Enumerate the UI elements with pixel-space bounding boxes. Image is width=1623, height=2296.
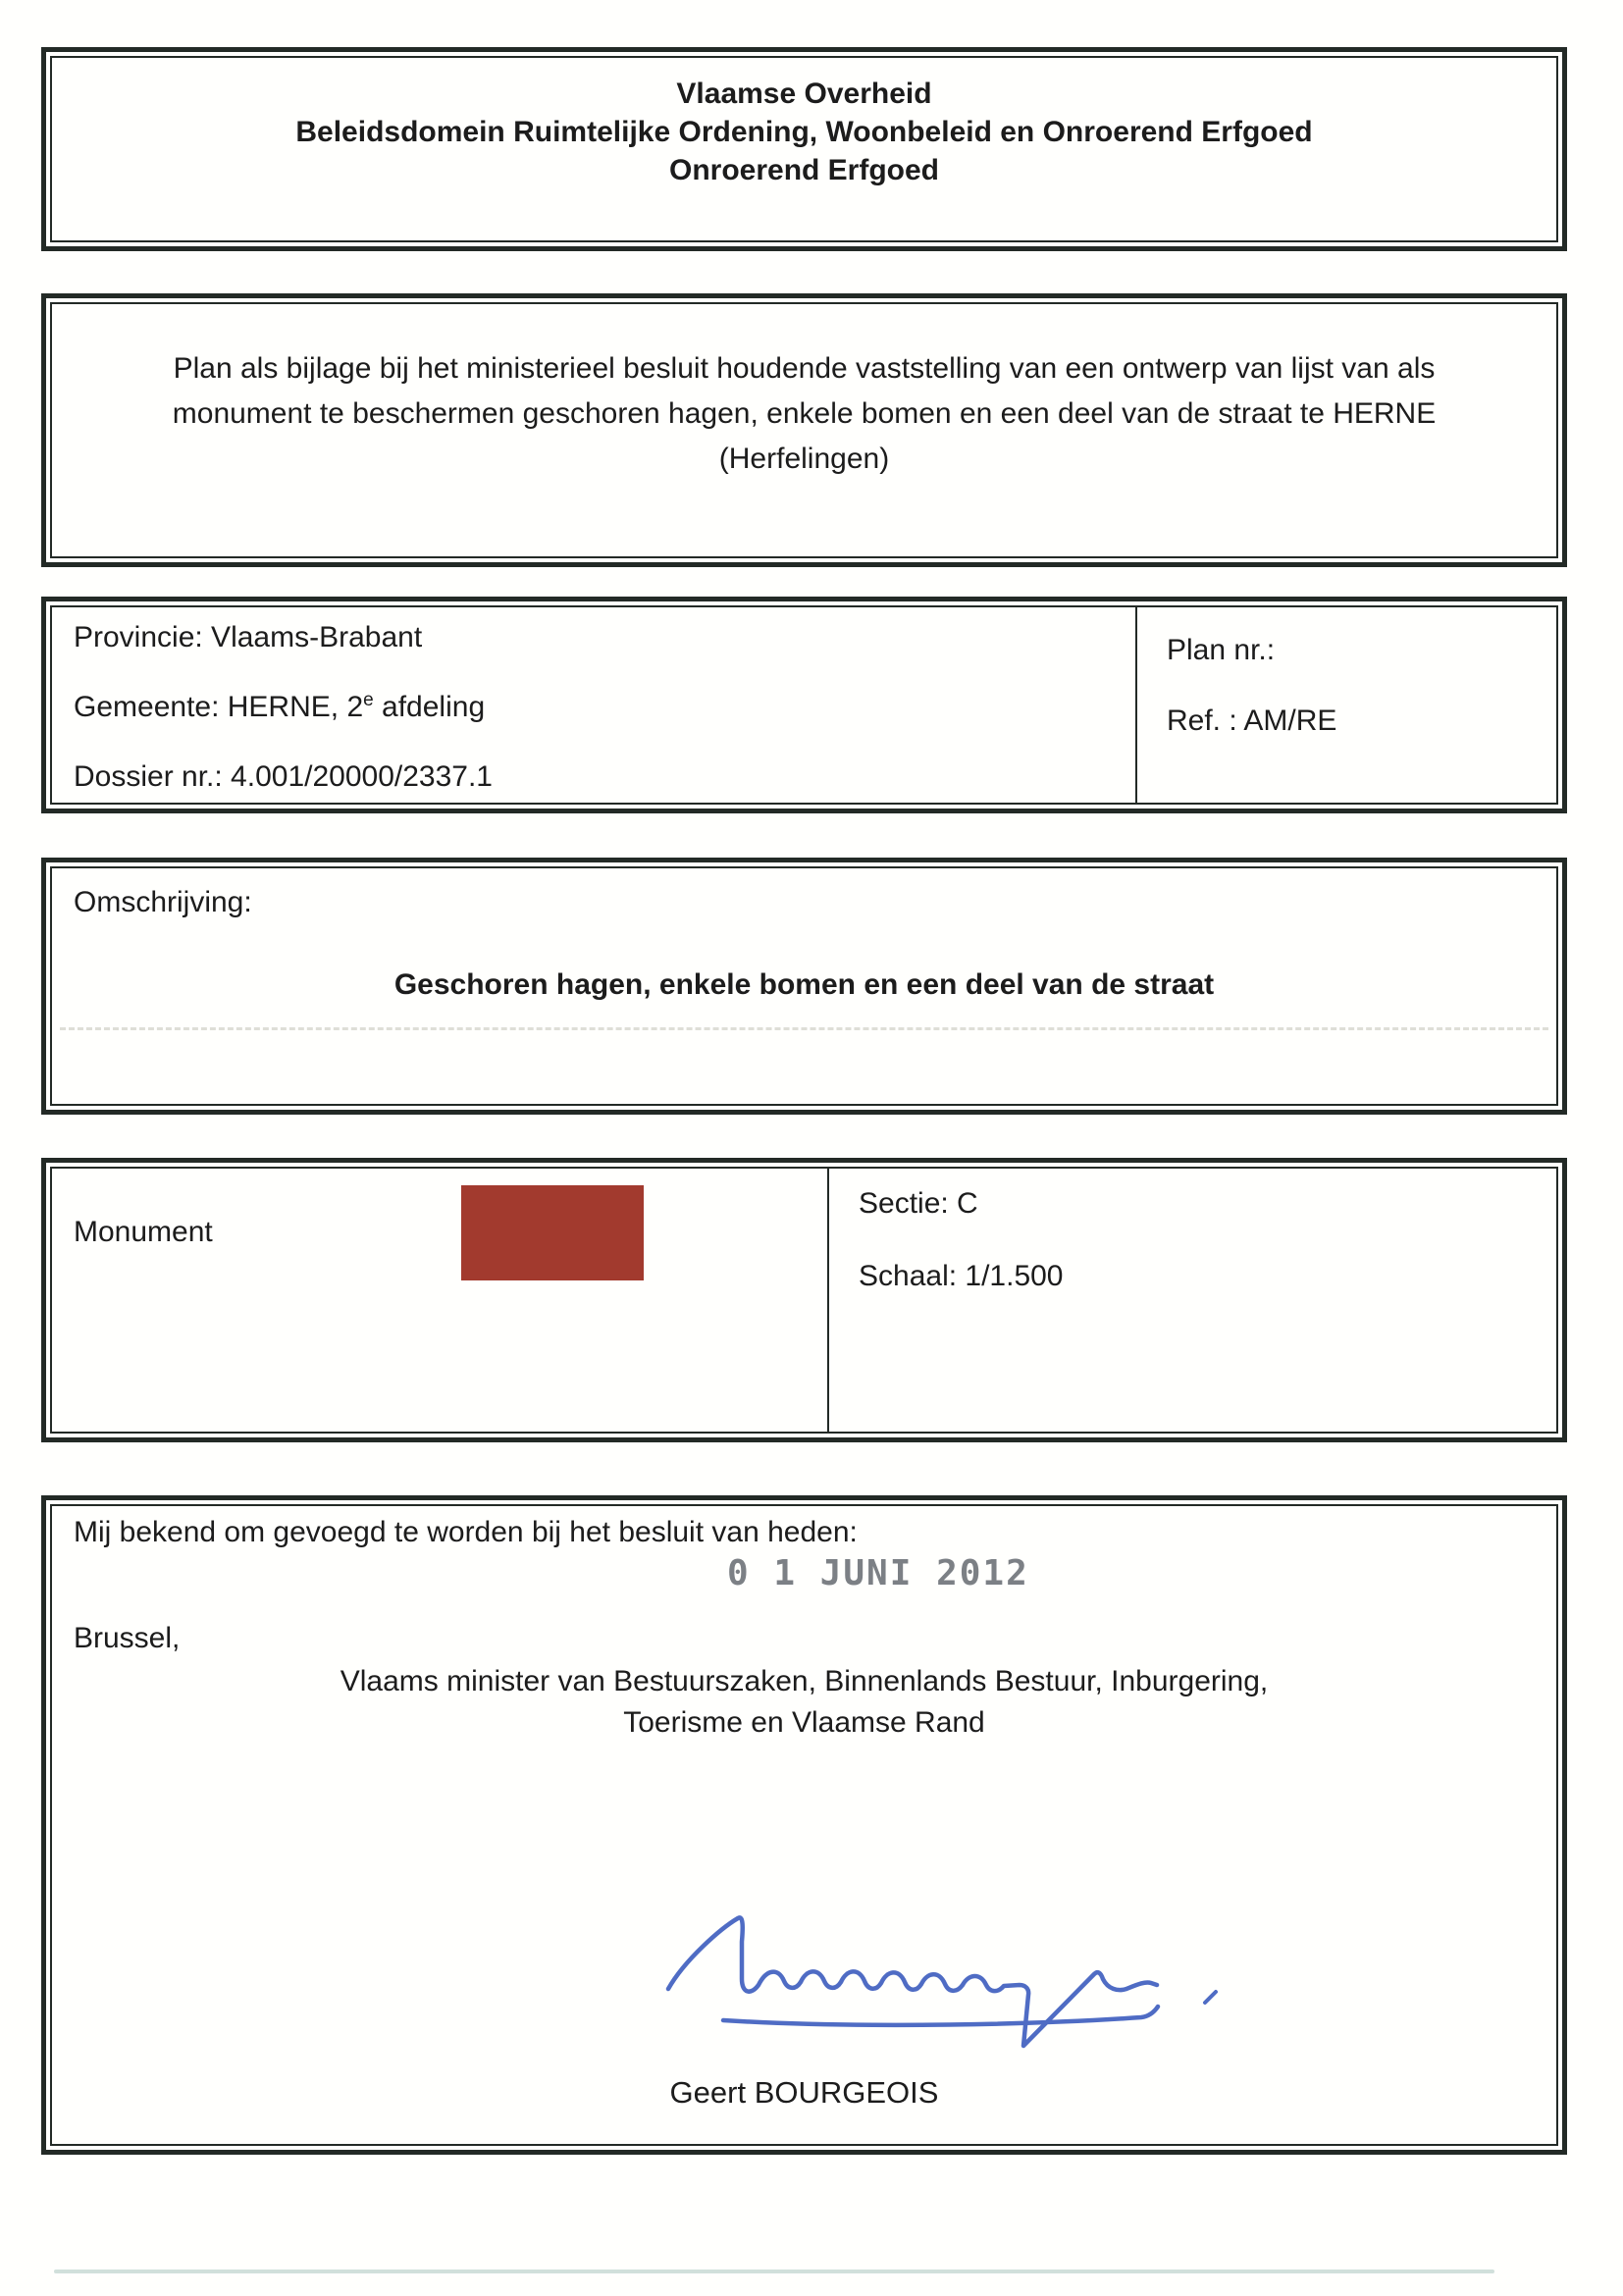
plan-note-line: monument te beschermen geschoren hagen, enkele bomen en een deel van de straat te HERNE bbox=[172, 397, 1437, 430]
plan-note-inner-border bbox=[50, 302, 1558, 558]
sectie-line: Sectie: C bbox=[859, 1187, 978, 1220]
header-box-inner-border bbox=[50, 56, 1558, 242]
bottom-scan-line bbox=[54, 2270, 1494, 2273]
plan-note-line: Plan als bijlage bij het ministerieel besluit houdende vaststelling van een ontwerp van lijst van als bbox=[173, 352, 1436, 385]
plan-note-text bbox=[52, 304, 1556, 482]
plan-note-line: (Herfelingen) bbox=[718, 443, 890, 475]
signoff-inner-border bbox=[50, 1504, 1558, 2146]
minister-title-line: Vlaams minister van Bestuurszaken, Binnenlands Bestuur, Inburgering, bbox=[340, 1665, 1269, 1697]
details-box bbox=[41, 597, 1567, 813]
header-department: Onroerend Erfgoed bbox=[668, 154, 940, 186]
signature-underline bbox=[723, 2007, 1158, 2025]
dossier-line: Dossier nr.: 4.001/20000/2337.1 bbox=[74, 760, 493, 793]
header-subtitle: Beleidsdomein Ruimtelijke Ordening, Woonbeleid en Onroerend Erfgoed bbox=[295, 116, 1313, 148]
details-left-cell bbox=[52, 607, 1135, 803]
details-right-cell bbox=[1135, 607, 1556, 803]
omschrijving-value: Geschoren hagen, enkele bomen en een deel van de straat bbox=[393, 968, 1215, 1001]
signature bbox=[631, 1899, 1279, 2070]
signature-tick-mark bbox=[1205, 1992, 1216, 2003]
header-title: Vlaamse Overheid bbox=[676, 78, 932, 110]
monument-color-swatch bbox=[461, 1185, 644, 1280]
legend-inner-border bbox=[50, 1167, 1558, 1434]
minister-title-line: Toerisme en Vlaamse Rand bbox=[623, 1706, 985, 1739]
omschrijving-inner-border bbox=[50, 866, 1558, 1106]
header-box bbox=[41, 47, 1567, 251]
monument-label: Monument bbox=[74, 1216, 213, 1248]
plan-note-box bbox=[41, 293, 1567, 567]
date-stamp: 0 1 JUNI 2012 bbox=[727, 1553, 1029, 1593]
gemeente-suffix: afdeling bbox=[373, 691, 486, 723]
gemeente-line bbox=[74, 691, 1135, 724]
signoff-box bbox=[41, 1495, 1567, 2155]
header-text-block bbox=[52, 58, 1556, 189]
omschrijving-box bbox=[41, 858, 1567, 1115]
signer-name: Geert BOURGEOIS bbox=[669, 2075, 939, 2110]
schaal-line: Schaal: 1/1.500 bbox=[859, 1260, 1064, 1292]
legend-right-cell bbox=[827, 1169, 1556, 1432]
plan-nr-line: Plan nr.: bbox=[1167, 634, 1276, 666]
gemeente-prefix: Gemeente: HERNE, 2 bbox=[74, 691, 364, 723]
ref-line: Ref. : AM/RE bbox=[1167, 704, 1337, 737]
provincie-line: Provincie: Vlaams-Brabant bbox=[74, 621, 423, 653]
minister-title-block bbox=[52, 1661, 1556, 1744]
omschrijving-label: Omschrijving: bbox=[74, 886, 252, 918]
details-inner-border bbox=[50, 605, 1558, 805]
legend-box bbox=[41, 1158, 1567, 1442]
gemeente-superscript: e bbox=[363, 690, 374, 710]
legend-left-cell bbox=[52, 1169, 827, 1432]
city-line: Brussel, bbox=[74, 1622, 181, 1654]
scan-artifact-line bbox=[60, 1027, 1548, 1030]
signoff-intro: Mij bekend om gevoegd te worden bij het besluit van heden: bbox=[74, 1516, 858, 1548]
